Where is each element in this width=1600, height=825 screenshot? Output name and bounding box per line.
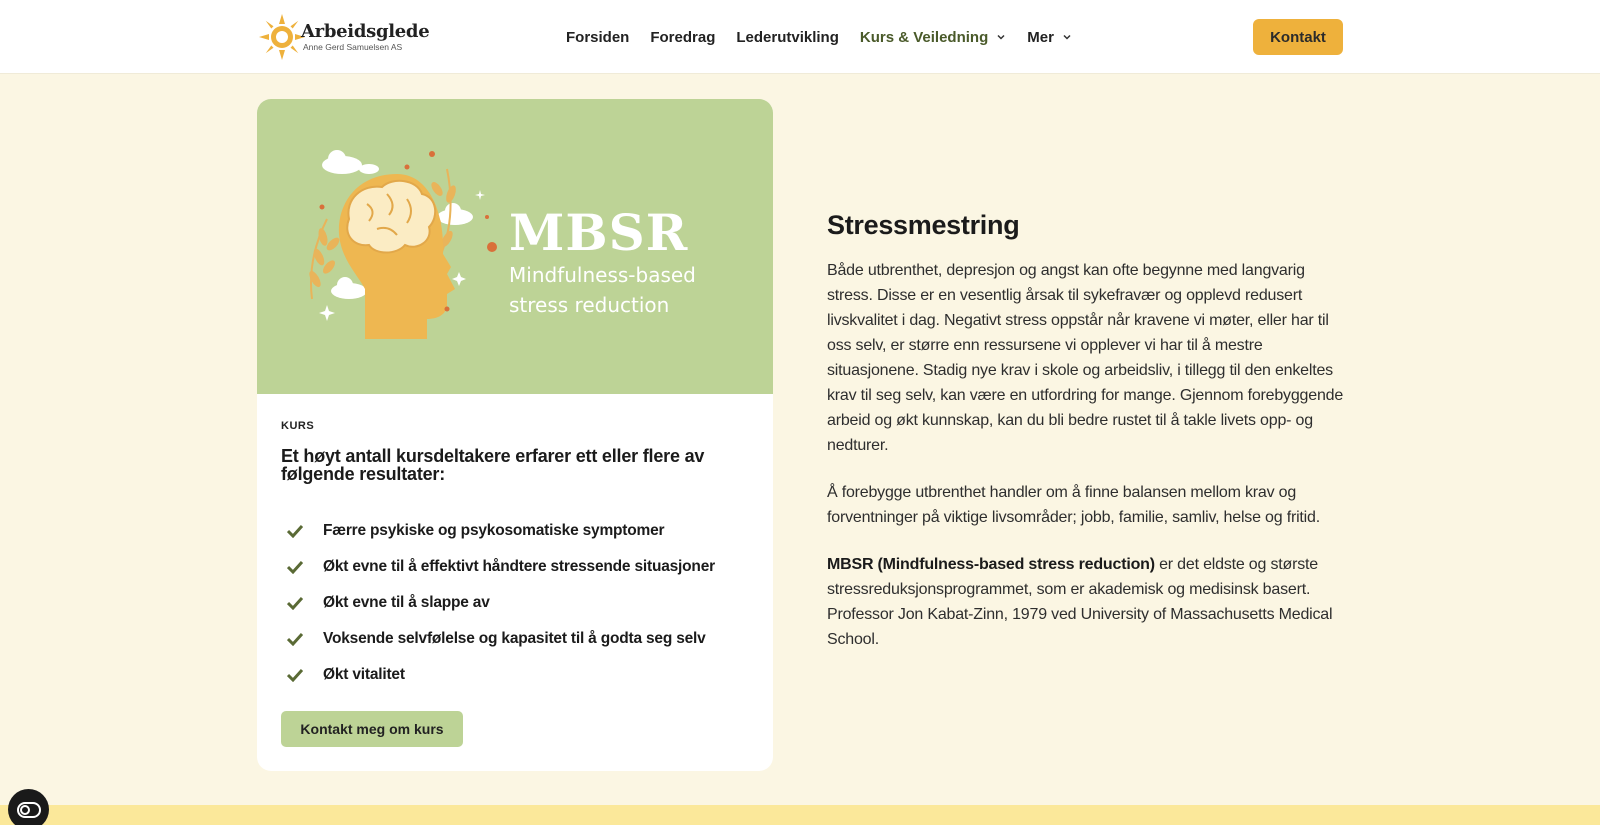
accessibility-toggle-icon <box>17 802 41 818</box>
sun-logo-icon <box>257 12 307 62</box>
logo[interactable] <box>257 11 430 63</box>
chevron-down-icon <box>1062 32 1072 42</box>
mbsr-banner-image <box>257 99 773 394</box>
nav-item-forsiden[interactable]: Forsiden <box>566 28 630 46</box>
nav-item-mer[interactable]: Mer <box>1027 29 1072 46</box>
check-icon <box>287 596 303 610</box>
nav-item-foredrag[interactable]: Foredrag <box>650 28 716 46</box>
check-icon <box>287 524 303 538</box>
results-list <box>281 513 715 693</box>
check-icon <box>287 668 303 682</box>
site-header <box>0 0 1600 74</box>
paragraph-intro: Både utbrenthet, depresjon og angst kan ofte begynne med langvarig stress. Disse er en vesentlig årsak til sykefravær og opplevd redusert livskvalitet i dag. Negativt stress oppstår når kravene vi møter, eller har til oss selv, er større enn ressursene vi opplever vi har til å mestre situasjonene. Stadig nye krav i skole og arbeidsliv, i tillegg til den enkeltes krav til seg selv, kan være en utfordring for mange. Gjennom forebyggende arbeid og økt kunnskap, kan du bli bedre rustet til å takle livets opp- og nedturer. <box>827 262 1344 454</box>
chevron-down-icon <box>996 32 1006 42</box>
check-icon <box>287 632 303 646</box>
list-item: Færre psykiske og psykosomatiske symptomer <box>281 513 715 549</box>
mbsr-rest-text: er det eldste og største stressreduksjonsprogrammet, som er akademisk og medisinsk basert. Professor Jon Kabat-Zinn, 1979 ved University of Massachusetts Medical School. <box>827 556 1333 648</box>
logo-subtitle: Anne Gerd Samuelsen AS <box>303 42 403 52</box>
page-title: Stressmestring <box>827 210 1020 240</box>
check-icon <box>287 560 303 574</box>
contact-about-course-button[interactable]: Kontakt meg om kurs <box>281 711 463 747</box>
logo-title: Arbeidsglede <box>301 21 430 42</box>
list-item: Voksende selvfølelse og kapasitet til å godta seg selv <box>281 621 715 657</box>
footer-band <box>0 805 1600 825</box>
stress-content <box>827 210 1347 674</box>
banner-subtitle: Mindfulness-based stress reduction <box>509 263 696 317</box>
paragraph-prevention: Å forebygge utbrenthet handler om å finne balansen mellom krav og forventninger på viktige livsområder; jobb, familie, samliv, helse og fritid. <box>827 484 1320 526</box>
card-kicker: KURS <box>281 420 315 432</box>
card-heading: Et høyt antall kursdeltakere erfarer ett eller flere av følgende resultater: <box>281 446 705 484</box>
nav-item-lederutvikling[interactable]: Lederutvikling <box>736 28 839 46</box>
kontakt-button[interactable]: Kontakt <box>1253 19 1343 55</box>
banner-title: MBSR <box>509 203 689 262</box>
paragraph-mbsr <box>827 552 1347 652</box>
main-nav <box>566 26 1093 48</box>
course-card <box>257 99 773 771</box>
mbsr-bold-text: MBSR (Mindfulness-based stress reduction) <box>827 556 1155 573</box>
accessibility-toggle-button[interactable] <box>8 789 49 825</box>
list-item: Økt vitalitet <box>281 657 715 693</box>
nav-item-kurs-veiledning[interactable]: Kurs & Veiledning <box>860 29 1006 46</box>
list-item: Økt evne til å slappe av <box>281 585 715 621</box>
list-item: Økt evne til å effektivt håndtere stressende situasjoner <box>281 549 715 585</box>
